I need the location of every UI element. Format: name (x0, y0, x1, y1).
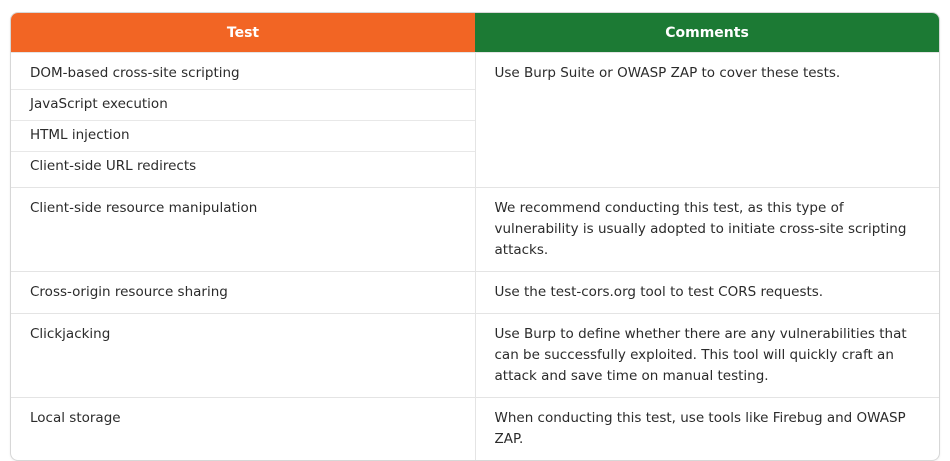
test-item-html-injection: HTML injection (11, 121, 475, 152)
test-cell-local-storage: Local storage (11, 398, 475, 461)
comment-cell-clickjacking: Use Burp to define whether there are any vulnerabilities that can be successfully exploited. This tool will quickly craft an attack and save time on manual testing. (475, 314, 939, 398)
test-cell-resource-manipulation: Client-side resource manipulation (11, 188, 475, 272)
grouped-tests-cell (11, 53, 475, 188)
test-item-javascript-execution: JavaScript execution (11, 90, 475, 121)
table-row (11, 188, 939, 272)
testing-table-container (10, 12, 940, 461)
test-item-dom-xss: DOM-based cross-site scripting (11, 59, 475, 90)
grouped-tests-comment: Use Burp Suite or OWASP ZAP to cover these tests. (475, 53, 939, 188)
table-row-group (11, 53, 939, 188)
comment-cell-cors: Use the test-cors.org tool to test CORS requests. (475, 272, 939, 314)
test-cell-clickjacking: Clickjacking (11, 314, 475, 398)
comment-cell-local-storage: When conducting this test, use tools like Firebug and OWASP ZAP. (475, 398, 939, 461)
comment-cell-resource-manipulation: We recommend conducting this test, as this type of vulnerability is usually adopted to initiate cross-site scripting attacks. (475, 188, 939, 272)
comments-column-header: Comments (475, 13, 939, 53)
testing-table (11, 13, 939, 460)
table-row (11, 398, 939, 461)
table-header-row (11, 13, 939, 53)
test-item-url-redirects: Client-side URL redirects (30, 158, 197, 174)
table-row (11, 272, 939, 314)
test-cell-cors: Cross-origin resource sharing (11, 272, 475, 314)
table-row (11, 314, 939, 398)
test-column-header: Test (11, 13, 475, 53)
